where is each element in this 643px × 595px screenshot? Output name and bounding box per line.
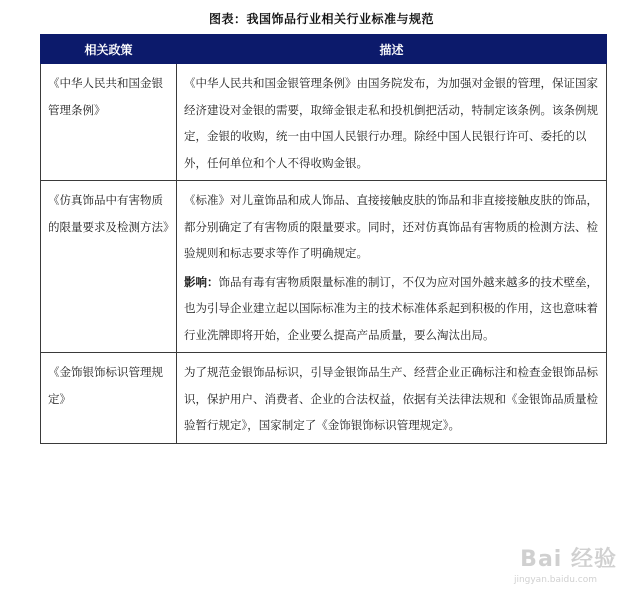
description-text: 《标准》对儿童饰品和成人饰品、直接接触皮肤的饰品和非直接接触皮肤的饰品，都分别确定了有害物质的限量要求。同时，还对仿真饰品有害物质的检测方法、检验规则和标志要求等作了明确规定。 [184, 193, 598, 260]
policy-cell: 《中华人民共和国金银管理条例》 [41, 64, 177, 181]
impact-text: 饰品有毒有害物质限量标准的制订，不仅为应对国外越来越多的技术壁垒，也为引导企业建立起以国际标准为主的技术标准体系起到积极的作用，这也意味着行业洗牌即将开始，企业要么提高产品质量，要么淘汰出局。 [184, 274, 598, 342]
description-cell [177, 181, 607, 353]
description-cell [177, 353, 607, 444]
policy-cell: 《仿真饰品中有害物质的限量要求及检测方法》 [41, 181, 177, 353]
impact-label: 影响： [184, 274, 219, 289]
policy-table [40, 34, 607, 444]
header-description: 描述 [177, 35, 607, 64]
watermark-logo: Bai 经验 [520, 547, 617, 572]
description-cell [177, 64, 607, 181]
table-title: 图表：我国饰品行业相关行业标准与规范 [208, 12, 434, 26]
table-row [41, 64, 607, 181]
table-header-row [41, 35, 607, 64]
policy-cell: 《金饰银饰标识管理规定》 [41, 353, 177, 444]
impact-paragraph [184, 269, 600, 349]
description-text: 为了规范金银饰品标识，引导金银饰品生产、经营企业正确标注和检查金银饰品标识，保护用户、消费者、企业的合法权益，依据有关法律法规和《金银饰品质量检验暂行规定》，国家制定了《金饰银饰标识管理规定》。 [184, 365, 598, 432]
description-text: 《中华人民共和国金银管理条例》由国务院发布，为加强对金银的管理，保证国家经济建设对金银的需要，取缔金银走私和投机倒把活动，特制定该条例。该条例规定，金银的收购，统一由中国人民银行办理。除经中国人民银行许可、委托的以外，任何单位和个人不得收购金银。 [184, 76, 598, 170]
header-policy: 相关政策 [41, 35, 177, 64]
table-row [41, 353, 607, 444]
watermark-url: jingyan.baidu.com [513, 575, 597, 585]
table-row [41, 181, 607, 353]
